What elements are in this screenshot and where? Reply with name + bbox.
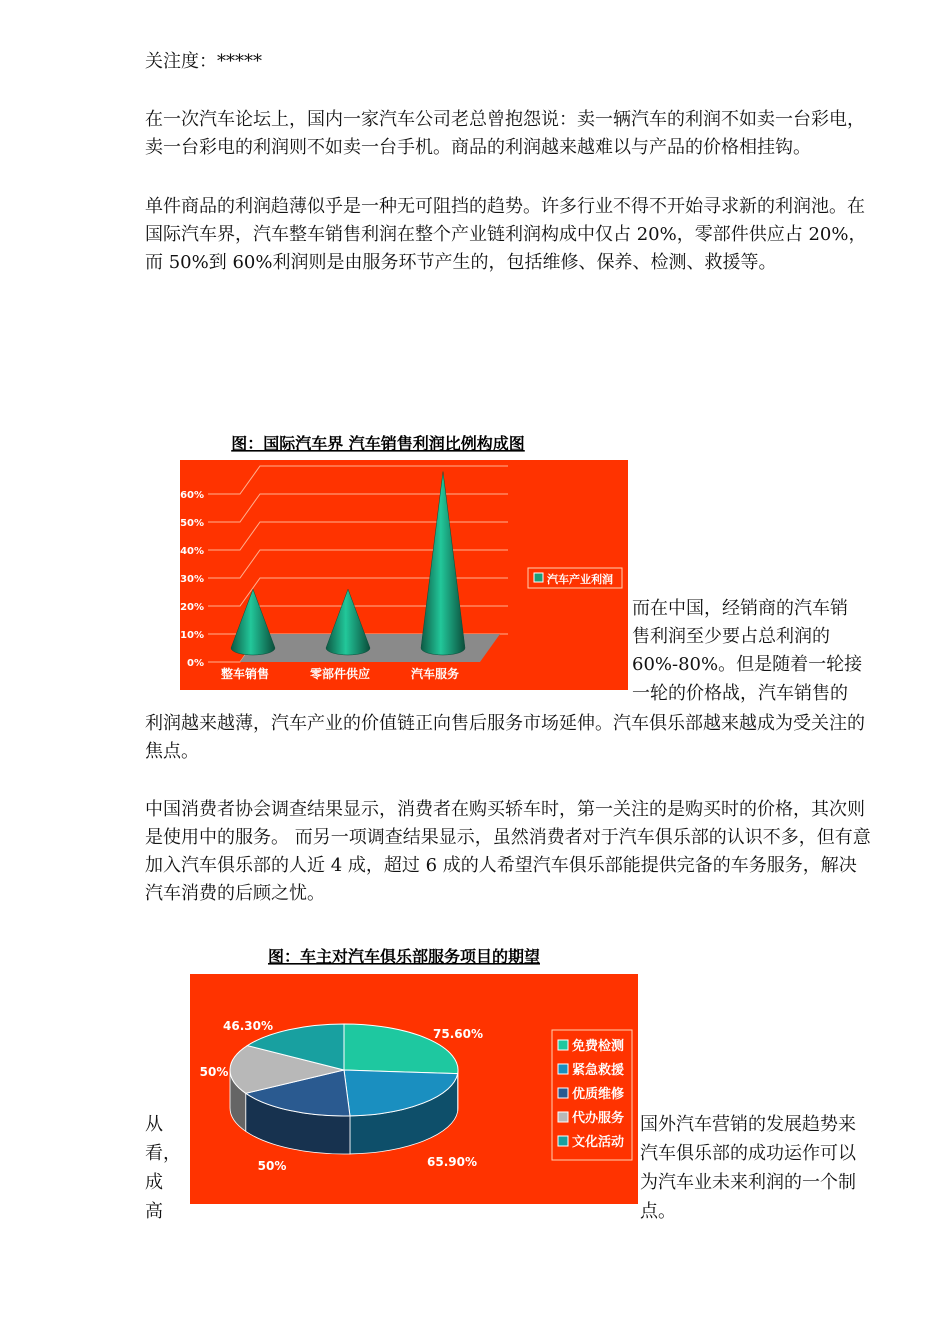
chart1-title: 图：国际汽车界 汽车销售利润比例构成图 bbox=[231, 434, 525, 453]
legend-swatch bbox=[534, 573, 543, 582]
legend-swatch bbox=[558, 1064, 568, 1074]
y-tick-label: 0% bbox=[187, 658, 204, 669]
y-tick-label: 40% bbox=[180, 546, 204, 557]
attention-rating: 关注度：***** bbox=[145, 51, 262, 72]
pie-data-label: 46.30% bbox=[223, 1019, 273, 1033]
paragraph-2: 单件商品的利润趋薄似乎是一种无可阻挡的趋势。许多行业不得不开始寻求新的利润池。在国际汽车界，汽车整车销售利润在整个产业链利润构成中仅占 20%，零部件供应占 20%，而 50%到 60%利润则是由服务环节产生的，包括维修、保养、检测、救援等。 bbox=[145, 196, 867, 273]
side-line: 60%-80%。但是随着一轮接 bbox=[632, 654, 863, 675]
paragraph-3-rest: 利润越来越薄，汽车产业的价值链正向售后服务市场延伸。汽车俱乐部越来越成为受关注的焦点。 bbox=[145, 713, 865, 762]
legend-label: 紧急救援 bbox=[572, 1063, 625, 1078]
x-category-label: 零部件供应 bbox=[309, 667, 371, 681]
legend-label: 代办服务 bbox=[572, 1111, 625, 1126]
y-tick-label: 60% bbox=[180, 490, 204, 501]
pie-data-label: 75.60% bbox=[433, 1027, 483, 1041]
legend-label: 汽车产业利润 bbox=[547, 573, 613, 586]
side-line-left: 高 bbox=[145, 1201, 163, 1222]
side-line: 一轮的价格战，汽车销售的 bbox=[632, 683, 848, 704]
pie-data-label: 65.90% bbox=[427, 1155, 477, 1169]
side-line-right: 汽车俱乐部的成功运作可以 bbox=[640, 1143, 856, 1164]
side-line-right: 为汽车业未来利润的一个制 bbox=[640, 1172, 856, 1193]
y-tick-label: 30% bbox=[180, 574, 204, 585]
side-line-right: 国外汽车营销的发展趋势来 bbox=[640, 1114, 856, 1135]
expectation-chart bbox=[190, 940, 638, 1204]
paragraph-4: 中国消费者协会调查结果显示，消费者在购买轿车时，第一关注的是购买时的价格，其次则是使用中的服务。 而另一项调查结果显示，虽然消费者对于汽车俱乐部的认识不多，但有意加入汽车俱乐部的人近 4 成，超过 6 成的人希望汽车俱乐部能提供完备的车务服务，解决汽车消费的后顾之忧。 bbox=[145, 799, 871, 904]
side-line-right: 点。 bbox=[640, 1201, 676, 1222]
legend-swatch bbox=[558, 1088, 568, 1098]
legend-swatch bbox=[558, 1112, 568, 1122]
side-line: 售利润至少要占总利润的 bbox=[632, 626, 830, 647]
x-category-label: 整车销售 bbox=[220, 667, 270, 681]
legend-label: 文化活动 bbox=[572, 1135, 625, 1150]
pie-data-label: 50% bbox=[199, 1065, 229, 1079]
side-line-left: 看， bbox=[145, 1143, 181, 1164]
paragraph-1: 在一次汽车论坛上，国内一家汽车公司老总曾抱怨说：卖一辆汽车的利润不如卖一台彩电，卖一台彩电的利润则不如卖一台手机。商品的利润越来越难以与产品的价格相挂钩。 bbox=[145, 109, 865, 158]
legend-label: 免费检测 bbox=[572, 1039, 625, 1054]
y-tick-label: 10% bbox=[180, 630, 204, 641]
profit-chart bbox=[178, 428, 630, 692]
chart2-title: 图：车主对汽车俱乐部服务项目的期望 bbox=[267, 947, 541, 966]
y-tick-label: 50% bbox=[180, 518, 204, 529]
pie-data-label: 50% bbox=[257, 1159, 287, 1173]
side-line-left: 从 bbox=[145, 1114, 163, 1135]
side-line: 而在中国，经销商的汽车销 bbox=[632, 598, 848, 619]
side-line-left: 成 bbox=[145, 1172, 163, 1193]
legend-swatch bbox=[558, 1136, 568, 1146]
y-tick-label: 20% bbox=[180, 602, 204, 613]
legend-label: 优质维修 bbox=[572, 1087, 625, 1102]
legend-swatch bbox=[558, 1040, 568, 1050]
x-category-label: 汽车服务 bbox=[410, 667, 460, 681]
